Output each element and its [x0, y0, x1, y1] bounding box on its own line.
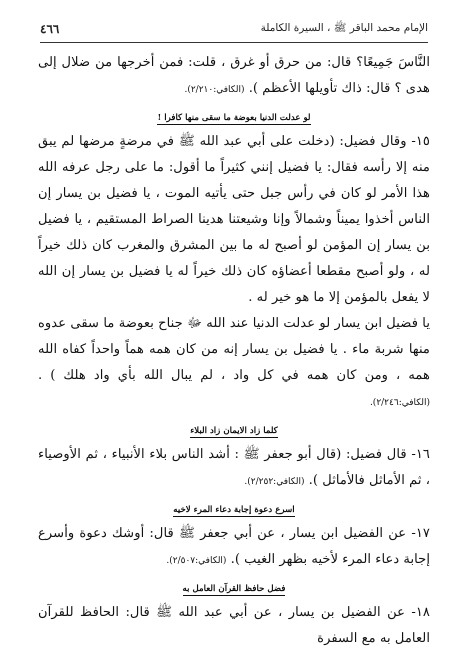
- citation: (الكافي:٢/٢١٠).: [184, 85, 245, 95]
- citation: (الكافي:٢/٢٤٦).: [369, 398, 430, 408]
- running-title: الإمام محمد الباقر ﷺ ، السيرة الكاملة: [260, 22, 428, 34]
- section-heading: [38, 503, 430, 517]
- citation: (الكافي:٢/٢٥٢).: [244, 477, 305, 487]
- paragraph-text: ١٥- وقال فضيل: (دخلت على أبي عبد الله ﷺ في مرضةٍ مرضها لم يبق منه إلا رأسه فقال: يا فضيل إنني كثيراً ما أقول: ما على رجل عرفه الله هذا الأمر لو كان في رأس جبل حتى يأتيه الموت ، يا فضيل بن يسار إن الناس أخذوا يميناً وشمالاً وإنا وشيعتنا هدينا الصراط المستقيم ، يا فضيل بن يسار إن المؤمن لو أصبح له ما بين المشرق والمغرب كان ذلك خيراً له ، ولو أصبح مقطعا أعضاؤه كان ذلك خيراً له يا فضيل بن يسار إن الله لا يفعل بالمؤمن إلا ما هو خير له .: [38, 134, 430, 305]
- paragraph-text: ١٦- قال فضيل: (قال أبو جعفر ﷺ : أشد الناس بلاء الأنبياء ، ثم الأوصياء ، ثم الأماثل فالأماثل ).: [38, 447, 430, 488]
- page-number: ٤٦٦: [40, 22, 60, 36]
- header-rule: [40, 42, 428, 43]
- paragraph-text: يا فضيل ابن يسار لو عدلت الدنيا عند الله ﷻ جناح بعوضة ما سقى عدوه منها شربة ماء . يا فضيل بن يسار إنه من كان همه هماً واحداً كفاه الله همه ، ومن كان همه في كل واد ، لم يبال الله بأي واد هلك ) .: [38, 316, 430, 383]
- paragraph: [38, 50, 430, 103]
- paragraph: [38, 311, 430, 416]
- section-heading-text: اسرع دعوة إجابة دعاء المرء لاخيه: [173, 505, 295, 515]
- paragraph: [38, 521, 430, 574]
- page-body: [38, 50, 430, 652]
- paragraph-text: ١٧- عن الفضيل ابن يسار ، عن أبي جعفر ﷺ قال: أوشك دعوة وأسرع إجابة دعاء المرء لأخيه بظهر الغيب ).: [38, 526, 430, 567]
- page-header: [40, 18, 428, 40]
- section-heading: [38, 582, 430, 596]
- paragraph: [38, 600, 430, 652]
- section-heading-text: لو عدلت الدنيا بعوضة ما سقى منها كافرا !: [157, 113, 311, 123]
- section-heading-text: فضل حافظ القرآن العامل به: [182, 584, 286, 594]
- paragraph: [38, 442, 430, 495]
- paragraph-text: ١٨- عن الفضيل بن يسار ، عن أبي عبد الله ﷺ قال: الحافظ للقرآن العامل به مع السفرة: [38, 605, 430, 646]
- citation: (الكافي:٢/٥٠٧).: [166, 556, 227, 566]
- section-heading: [38, 111, 430, 125]
- section-heading-text: كلما زاد الايمان زاد البلاء: [190, 426, 278, 436]
- paragraph-text: النَّاسَ جَمِيعًا؟ قال: من حرق أو غرق ، قلت: فمن أخرجها من ضلال إلى هدى ؟ قال: ذاك تأويلها الأعظم ).: [38, 55, 430, 96]
- paragraph: [38, 129, 430, 311]
- section-heading: [38, 424, 430, 438]
